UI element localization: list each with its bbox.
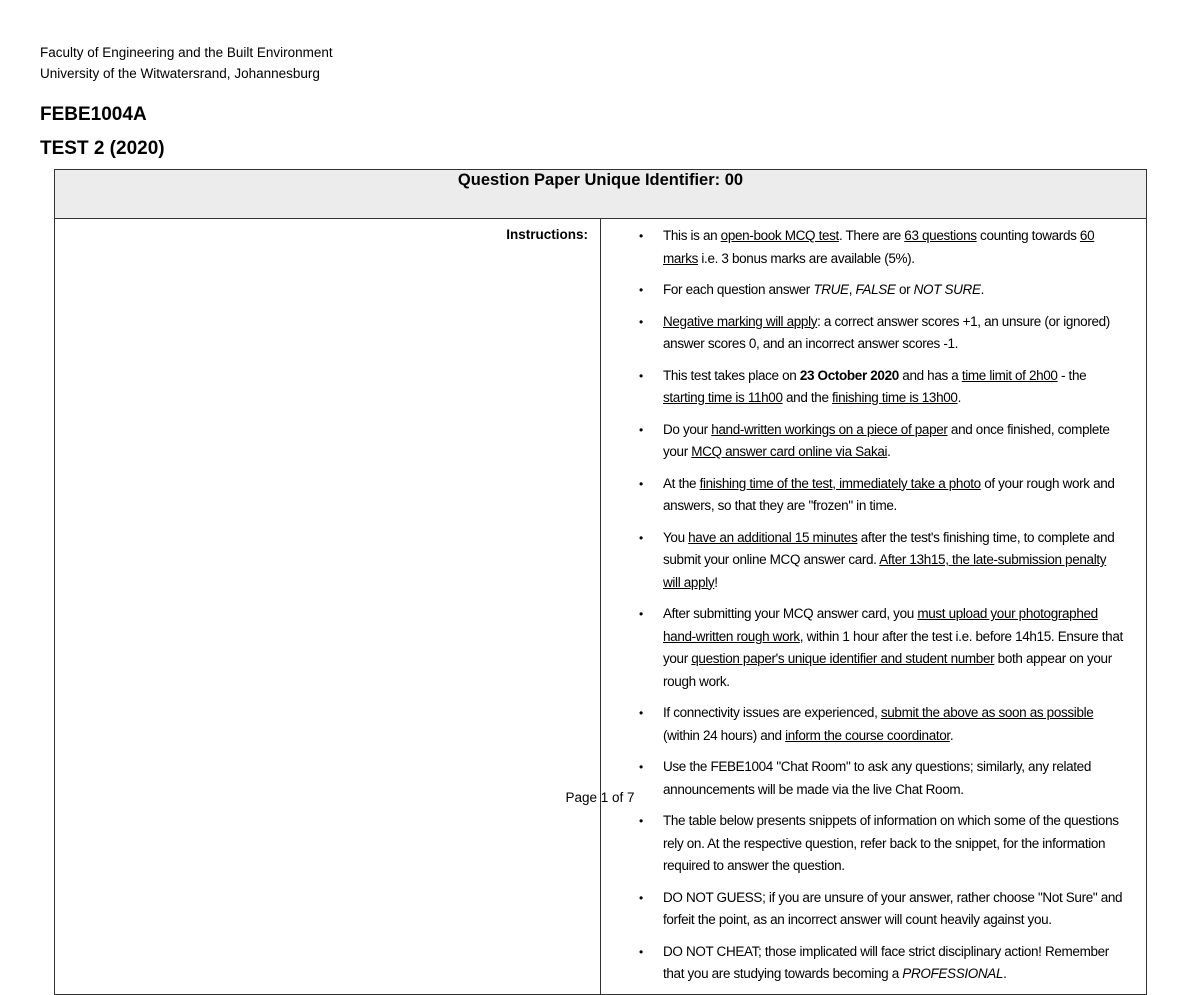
instruction-item: • Negative marking will apply: a correct answer scores +1, an unsure (or ignored) answer scores 0, and an incorrect answer scores -1. xyxy=(639,311,1126,356)
course-code: FEBE1004A xyxy=(40,104,147,125)
instruction-item: • DO NOT CHEAT; those implicated will face strict disciplinary action! Remember that you are studying towards becoming a PROFESSIONAL. xyxy=(639,941,1126,986)
instruction-item: • DO NOT GUESS; if you are unsure of your answer, rather choose "Not Sure" and forfeit the point, as an incorrect answer will count heavily against you. xyxy=(639,887,1126,932)
instruction-item: • Do your hand-written workings on a piece of paper and once finished, complete your MCQ answer card online via Sakai. xyxy=(639,419,1126,464)
page-number: Page 1 of 7 xyxy=(565,790,635,805)
faculty-header xyxy=(40,42,333,84)
question-paper-table xyxy=(54,169,1147,995)
instruction-item: • After submitting your MCQ answer card, you must upload your photographed hand-written rough work, within 1 hour after the test i.e. before 14h15. Ensure that your question paper's unique identifier and student number both appear on your rough work. xyxy=(639,603,1126,693)
faculty-name: Faculty of Engineering and the Built Environment xyxy=(40,45,333,60)
university-name: University of the Witwatersrand, Johannesburg xyxy=(40,66,320,81)
instruction-item: • This test takes place on 23 October 2020 and has a time limit of 2h00 - the starting time is 11h00 and the finishing time is 13h00. xyxy=(639,365,1126,410)
instructions-list xyxy=(639,225,1126,986)
instruction-item: • At the finishing time of the test, immediately take a photo of your rough work and answers, so that they are "frozen" in time. xyxy=(639,473,1126,518)
test-title: TEST 2 (2020) xyxy=(40,138,165,159)
instruction-item: • The table below presents snippets of information on which some of the questions rely on. At the respective question, refer back to the snippet, for the information required to answer the question. xyxy=(639,810,1126,878)
instructions-label: Instructions: xyxy=(55,219,601,995)
instructions-cell xyxy=(601,219,1147,995)
instruction-item: • If connectivity issues are experienced, submit the above as soon as possible (within 24 hours) and inform the course coordinator. xyxy=(639,702,1126,747)
instruction-item: • You have an additional 15 minutes after the test's finishing time, to complete and submit your online MCQ answer card. After 13h15, the late-submission penalty will apply! xyxy=(639,527,1126,595)
instruction-item: • For each question answer TRUE, FALSE or NOT SURE. xyxy=(639,279,1126,302)
instruction-item: • Use the FEBE1004 "Chat Room" to ask any questions; similarly, any related announcements will be made via the live Chat Room. xyxy=(639,756,1126,801)
instruction-item: • This is an open-book MCQ test. There are 63 questions counting towards 60 marks i.e. 3 bonus marks are available (5%). xyxy=(639,225,1126,270)
unique-identifier: Question Paper Unique Identifier: 00 xyxy=(55,170,1147,219)
